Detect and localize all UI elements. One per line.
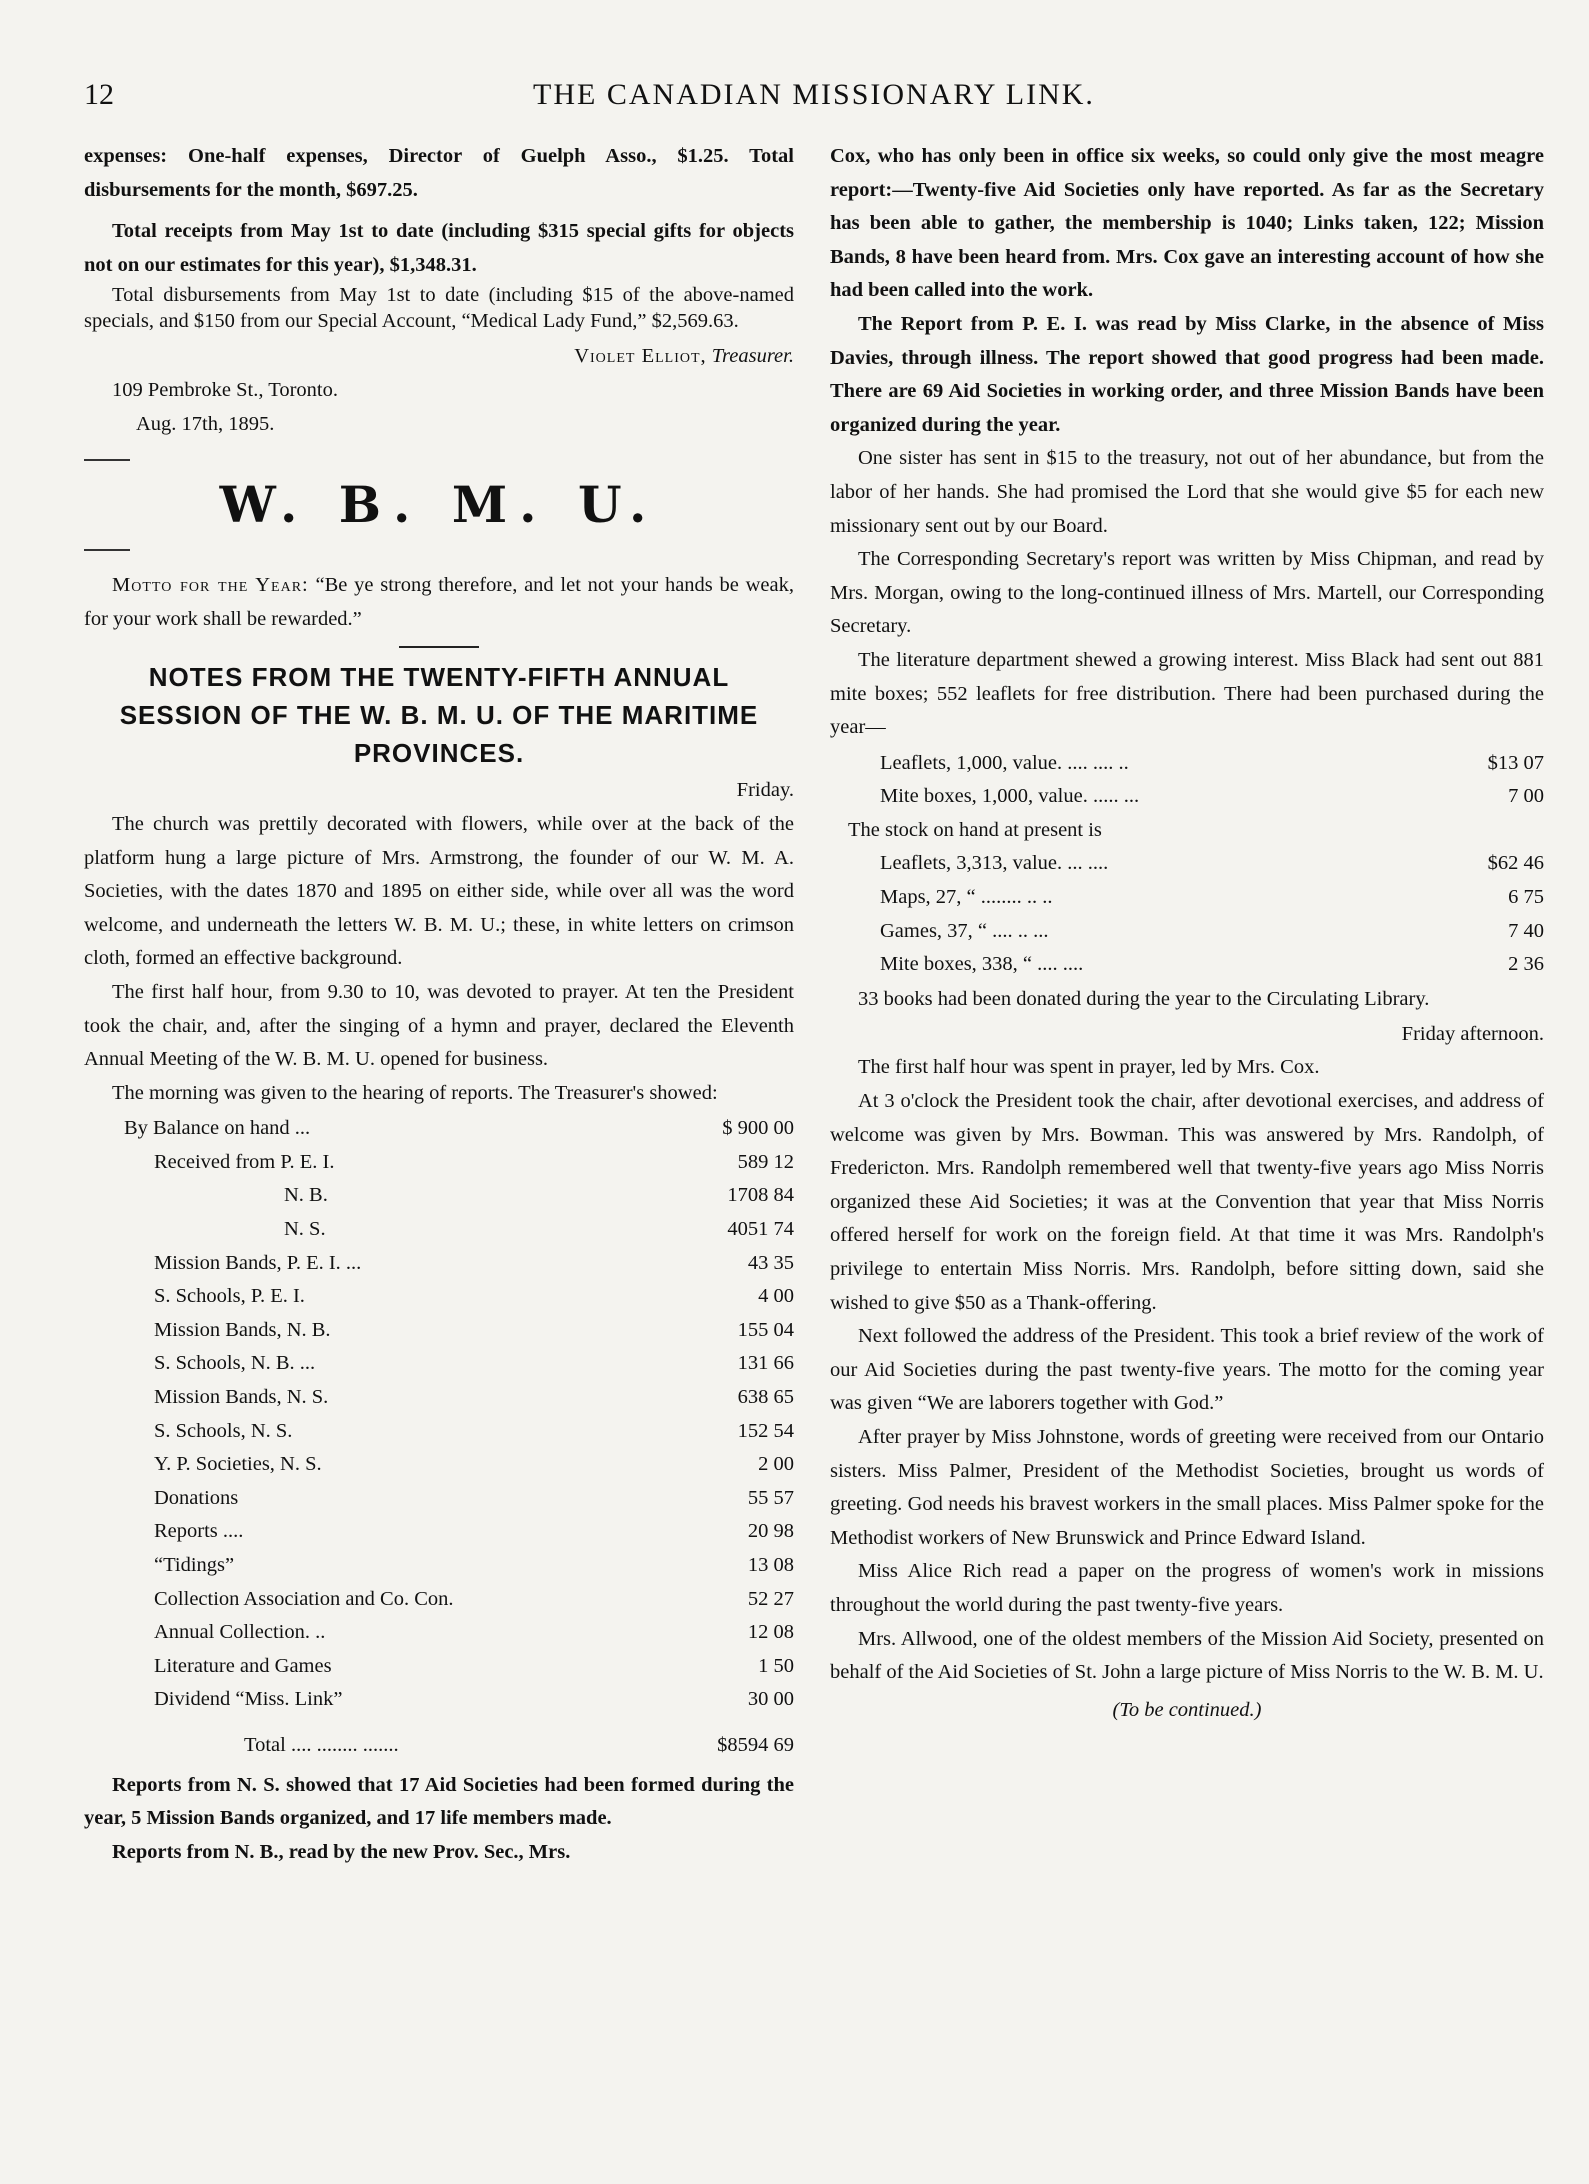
ledger-row [84, 1482, 794, 1516]
ledger-amount: 20 98 [747, 1520, 794, 1543]
ledger-label: Mission Bands, P. E. I. ... [154, 1251, 362, 1274]
ledger-amount: 2 00 [758, 1453, 794, 1476]
paragraph: Total receipts from May 1st to date (including $315 special gifts for objects not on our estimates for this year), $1,348.31. [84, 220, 794, 276]
ledger-label: Leaflets, 1,000, value. .... .... .. [880, 751, 1129, 774]
page-number: 12 [84, 78, 114, 111]
ledger-amount: 55 57 [747, 1486, 794, 1509]
ledger-label: S. Schools, P. E. I. [154, 1285, 305, 1308]
ledger-label: Games, 37, “ .... .. ... [880, 919, 1049, 942]
paragraph: The literature department shewed a growing interest. Miss Black had sent out 881 mite boxes; 552 leaflets for free distribution. There had been purchased during the year— [830, 648, 1544, 739]
ledger-label: Received from P. E. I. [154, 1150, 335, 1173]
ledger-row [84, 1146, 794, 1180]
ledger-amount: 1708 84 [727, 1184, 794, 1207]
ledger-row [84, 1347, 794, 1381]
motto-text: “Be ye strong therefore, and let not your hands be weak, for your work shall be rewarded.” [84, 574, 795, 630]
ledger-label: Leaflets, 3,313, value. ... .... [880, 852, 1109, 875]
ledger-amount: 2 36 [1508, 953, 1544, 976]
ledger-label: S. Schools, N. B. ... [154, 1352, 316, 1375]
ledger-amount: $13 07 [1487, 751, 1544, 774]
paragraph: 33 books had been donated during the year to the Circulating Library. [858, 987, 1430, 1010]
ledger-label: “Tidings” [154, 1554, 235, 1576]
paragraph: At 3 o'clock the President took the chair, after devotional exercises, and address of welcome was given by Mrs. Bowman. This was answered by Mrs. Randolph, of Fredericton. Mrs. Randolph remembered well that twenty-five years ago Miss Norris organized these Aid Societies; it was at the Convention that year that Miss Norris offered herself for work on the foreign field. At that time it was Mrs. Randolph's privilege to entertain Miss Norris. Mrs. Randolph, before sitting down, said she wished to give $50 as a Thank-offering. [830, 1090, 1544, 1314]
signature [84, 340, 794, 374]
left-column [84, 140, 794, 1869]
paragraph: The church was prettily decorated with flowers, while over at the back of the platform hung a large picture of Mrs. Armstrong, the founder of our W. M. A. Societies, with the dates 1870 and 1895 on either side, while over all was the word welcome, and underneath the letters W. B. M. U.; these, in white letters on crimson cloth, formed an effective background. [84, 812, 794, 970]
paragraph: The Report from P. E. I. was read by Miss Clarke, in the absence of Miss Davies, through illness. The report showed that good progress had been made. There are 69 Aid Societies in working order, and three Mission Bands have been organized during the year. [830, 312, 1544, 436]
motto-label: Motto for the Year: [112, 574, 309, 597]
ledger-heading-row [830, 814, 1544, 848]
paragraph: The morning was given to the hearing of reports. The Treasurer's showed: [112, 1081, 718, 1104]
ledger-row [84, 1213, 794, 1247]
ledger-row [84, 1179, 794, 1213]
ledger-row [84, 1549, 794, 1583]
ledger-amount: 52 27 [747, 1587, 794, 1610]
ledger-amount: 7 00 [1508, 785, 1544, 808]
ledger-amount: 589 12 [737, 1150, 794, 1173]
divider [84, 549, 130, 551]
paragraph: expenses: One-half expenses, Director of Guelph Asso., $1.25. Total disbursements for the month, $697.25. [84, 145, 794, 201]
ledger-label: Annual Collection. .. [154, 1621, 326, 1644]
ledger-amount: 43 35 [747, 1251, 794, 1274]
ledger-label: Mission Bands, N. B. [154, 1318, 331, 1341]
ledger-row [830, 780, 1544, 814]
paragraph: Cox, who has only been in office six weeks, so could only give the most meagre report:—Twenty-five Aid Societies only have reported. As far as the Secretary has been able to gather, the membership is 1040; Links taken, 122; Mission Bands, 8 have been heard from. Mrs. Cox gave an interesting account of how she had been called into the work. [830, 145, 1544, 302]
paragraph: Next followed the address of the President. This took a brief review of the work of our Aid Societies during the past twenty-five years. The motto for the coming year was given “We are laborers together with God.” [830, 1325, 1544, 1415]
ledger-row [84, 1314, 794, 1348]
ledger-label: Literature and Games [154, 1654, 332, 1677]
paragraph: One sister has sent in $15 to the treasury, not out of her abundance, but from the labor of her hands. She had promised the Lord that she would give $5 for each new missionary sent out by our Board. [830, 447, 1544, 537]
ledger-amount: 12 08 [747, 1621, 794, 1644]
ledger-row [84, 1683, 794, 1717]
ledger-row [830, 881, 1544, 915]
ledger-label: Y. P. Societies, N. S. [154, 1453, 322, 1476]
ledger-label: S. Schools, N. S. [154, 1419, 293, 1442]
divider [84, 459, 130, 461]
paragraph: Miss Alice Rich read a paper on the progress of women's work in missions throughout the world during the past twenty-five years. [830, 1560, 1544, 1616]
ledger-amount: 638 65 [737, 1386, 794, 1409]
ledger-row [84, 1650, 794, 1684]
ledger-row [84, 1280, 794, 1314]
paragraph: Reports from N. B., read by the new Prov. Sec., Mrs. [112, 1840, 571, 1863]
motto [84, 569, 794, 636]
ledger-row [84, 1583, 794, 1617]
ledger-total-amount: $8594 69 [717, 1733, 794, 1756]
treasurer-ledger [84, 1112, 794, 1762]
stock-heading: The stock on hand at present is [848, 818, 1102, 841]
ledger-label: Mission Bands, N. S. [154, 1386, 329, 1409]
ledger-amount: $ 900 00 [722, 1117, 794, 1140]
ledger-row [830, 915, 1544, 949]
ledger-label: N. B. [284, 1184, 328, 1207]
paragraph: The first half hour, from 9.30 to 10, was devoted to prayer. At ten the President took the chair, and, after the singing of a hymn and prayer, declared the Eleventh Annual Meeting of the W. B. M. U. opened for business. [84, 980, 794, 1071]
signature-name: Violet Elliot, [574, 345, 707, 368]
ledger-row [84, 1247, 794, 1281]
ledger-row [84, 1515, 794, 1549]
ledger-row [84, 1448, 794, 1482]
literature-purchases [830, 747, 1544, 982]
ledger-amount: 4051 74 [727, 1218, 794, 1241]
ledger-row [84, 1415, 794, 1449]
continued-note: (To be continued.) [1112, 1698, 1262, 1721]
ledger-row [830, 948, 1544, 982]
running-title: THE CANADIAN MISSIONARY LINK. [533, 78, 1095, 111]
ledger-amount: 7 40 [1508, 919, 1544, 942]
ledger-amount: 6 75 [1508, 886, 1544, 909]
ledger-amount: 13 08 [747, 1554, 794, 1576]
ledger-row [84, 1112, 794, 1146]
paragraph: After prayer by Miss Johnstone, words of greeting were received from our Ontario sisters. Miss Palmer, President of the Methodist Societies, brought us words of greeting. God needs his bravest workers in the small places. Miss Palmer spoke for the Methodist workers of New Brunswick and Prince Edward Island. [830, 1425, 1544, 1549]
paragraph: Reports from N. S. showed that 17 Aid Societies had been formed during the year, 5 Mission Bands organized, and 17 life members made. [84, 1773, 794, 1830]
ledger-label: Mite boxes, 338, “ .... .... [880, 953, 1084, 976]
ledger-amount: 4 00 [758, 1285, 794, 1308]
paragraph: Mrs. Allwood, one of the oldest members of the Mission Aid Society, presented on behalf of the Aid Societies of St. John a large picture of Miss Norris to the W. B. M. U. [830, 1627, 1544, 1684]
address: 109 Pembroke St., Toronto. [112, 378, 338, 401]
paragraph: The first half hour was spent in prayer, led by Mrs. Cox. [858, 1056, 1320, 1079]
article-title: NOTES FROM THE TWENTY-FIFTH ANNUAL SESSION OF THE W. B. M. U. OF THE MARITIME PROVINCES. [119, 662, 759, 769]
section-title: W. B. M. U. [219, 475, 659, 535]
ledger-amount: 155 04 [737, 1318, 794, 1341]
ledger-amount: $62 46 [1487, 852, 1544, 875]
ledger-amount: 30 00 [747, 1688, 794, 1711]
ledger-total-row [84, 1717, 794, 1763]
ledger-row [84, 1616, 794, 1650]
ledger-amount: 131 66 [737, 1352, 794, 1375]
paragraph: The Corresponding Secretary's report was written by Miss Chipman, and read by Mrs. Morgan, owing to the long-continued illness of Mrs. Martell, our Corresponding Secretary. [830, 548, 1544, 638]
ledger-row [84, 1381, 794, 1415]
ledger-row [830, 747, 1544, 781]
date-line: Aug. 17th, 1895. [136, 412, 275, 435]
ledger-amount: 1 50 [758, 1654, 794, 1677]
paragraph: Total disbursements from May 1st to date (including $15 of the above-named specials, and $150 from our Special Account, “Medical Lady Fund,” $2,569.63. [84, 284, 794, 333]
divider [399, 646, 479, 648]
ledger-row [830, 847, 1544, 881]
signature-title: Treasurer. [711, 345, 794, 368]
day-heading: Friday afternoon. [1401, 1022, 1544, 1045]
right-column [830, 140, 1544, 1727]
ledger-amount: 152 54 [737, 1419, 794, 1442]
ledger-total-label: Total .... ........ ....... [244, 1733, 399, 1756]
ledger-label: By Balance on hand ... [124, 1117, 311, 1140]
ledger-label: Collection Association and Co. Con. [154, 1587, 454, 1610]
ledger-label: Mite boxes, 1,000, value. ..... ... [880, 785, 1140, 808]
page-header [84, 78, 1544, 128]
ledger-label: Dividend “Miss. Link” [154, 1688, 343, 1711]
ledger-label: Reports .... [154, 1520, 244, 1543]
day-heading: Friday. [736, 779, 794, 802]
ledger-label: N. S. [284, 1218, 326, 1241]
ledger-label: Maps, 27, “ ........ .. .. [880, 886, 1053, 909]
ledger-label: Donations [154, 1486, 239, 1509]
